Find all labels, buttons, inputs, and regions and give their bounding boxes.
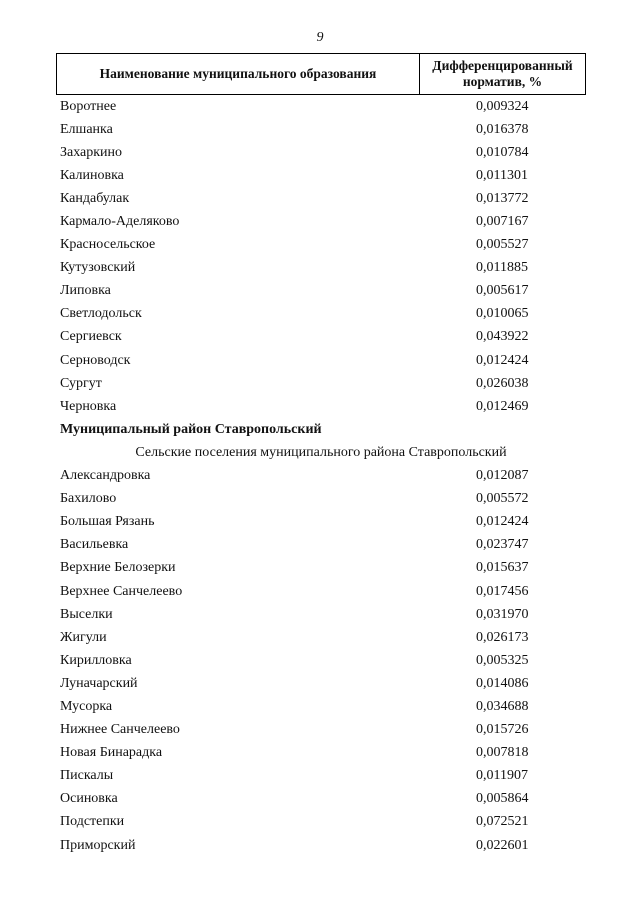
group2-rows: [56, 465, 586, 858]
normative-value: 0,012087: [476, 468, 529, 484]
municipality-name: Воротнее: [60, 98, 117, 114]
normative-value: 0,005864: [476, 791, 529, 807]
normative-value: 0,012469: [476, 398, 529, 414]
municipality-name: Александровка: [60, 468, 151, 484]
normative-value: 0,012424: [476, 352, 529, 368]
table-row: [56, 303, 586, 326]
normative-value: 0,023747: [476, 537, 529, 553]
municipality-name: Калиновка: [60, 167, 124, 183]
municipality-name: Осиновка: [60, 791, 118, 807]
subsection-heading: Сельские поселения муниципального района Ставропольский: [135, 444, 507, 460]
normatives-table: [56, 53, 586, 857]
municipality-name: Сургут: [60, 375, 102, 391]
table-row: [56, 557, 586, 580]
table-header: [56, 53, 586, 95]
municipality-name: Липовка: [60, 283, 111, 299]
table-row: [56, 580, 586, 603]
normative-value: 0,005572: [476, 491, 529, 507]
table-row: [56, 234, 586, 257]
normative-value: 0,014086: [476, 675, 529, 691]
table-row: [56, 534, 586, 557]
municipality-name: Черновка: [60, 398, 117, 414]
table-row: [56, 603, 586, 626]
normative-value: 0,011907: [476, 768, 528, 784]
normative-value: 0,007818: [476, 745, 529, 761]
municipality-name: Пискалы: [60, 768, 114, 784]
municipality-name: Выселки: [60, 606, 113, 622]
municipality-name: Подстепки: [60, 814, 125, 830]
normative-value: 0,034688: [476, 698, 529, 714]
normative-value: 0,009324: [476, 98, 529, 114]
municipality-name: Кутузовский: [60, 260, 136, 276]
municipality-name: Васильевка: [60, 537, 129, 553]
table-row: [56, 326, 586, 349]
table-row: [56, 280, 586, 303]
normative-value: 0,011885: [476, 260, 528, 276]
municipality-name: Новая Бинарадка: [60, 745, 163, 761]
table-row: [56, 488, 586, 511]
normative-value: 0,005527: [476, 237, 529, 253]
normative-value: 0,010065: [476, 306, 529, 322]
header-name-column: Наименование муниципального образования: [57, 54, 420, 94]
municipality-name: Приморский: [60, 837, 136, 853]
municipality-name: Захаркино: [60, 144, 123, 160]
normative-value: 0,026038: [476, 375, 529, 391]
table-row: [56, 210, 586, 233]
page-number: 9: [316, 30, 324, 45]
table-row: [56, 118, 586, 141]
normative-value: 0,015637: [476, 560, 529, 576]
normative-value: 0,022601: [476, 837, 529, 853]
municipality-name: Кирилловка: [60, 652, 132, 668]
normative-value: 0,043922: [476, 329, 529, 345]
table-row: [56, 95, 586, 118]
municipality-name: Луначарский: [60, 675, 138, 691]
normative-value: 0,013772: [476, 190, 529, 206]
municipality-name: Серноводск: [60, 352, 131, 368]
normative-value: 0,005617: [476, 283, 529, 299]
table-row: [56, 811, 586, 834]
normative-value: 0,015726: [476, 722, 529, 738]
normative-value: 0,072521: [476, 814, 529, 830]
normative-value: 0,017456: [476, 583, 529, 599]
table-row: [56, 695, 586, 718]
table-row: [56, 349, 586, 372]
header-rate-column: [420, 54, 585, 94]
municipality-name: Кандабулак: [60, 190, 130, 206]
municipality-name: Светлодольск: [60, 306, 142, 322]
municipality-name: Кармало-Аделяково: [60, 214, 180, 230]
section-heading: Муниципальный район Ставропольский: [60, 421, 322, 437]
header-rate-line1: Дифференцированный: [432, 58, 573, 73]
table-row: [56, 465, 586, 488]
table-row: [56, 742, 586, 765]
table-row: [56, 788, 586, 811]
table-row: [56, 672, 586, 695]
municipality-name: Большая Рязань: [60, 514, 155, 530]
normative-value: 0,007167: [476, 214, 529, 230]
table-row: [56, 257, 586, 280]
table-row: [56, 765, 586, 788]
municipality-name: Сергиевск: [60, 329, 122, 345]
table-row: [56, 372, 586, 395]
normative-value: 0,011301: [476, 167, 528, 183]
normative-value: 0,016378: [476, 121, 529, 137]
table-row: [56, 187, 586, 210]
normative-value: 0,010784: [476, 144, 529, 160]
table-row: [56, 626, 586, 649]
municipality-name: Верхние Белозерки: [60, 560, 176, 576]
table-row: [56, 834, 586, 857]
table-row: [56, 719, 586, 742]
table-row: [56, 141, 586, 164]
normative-value: 0,012424: [476, 514, 529, 530]
municipality-name: Бахилово: [60, 491, 117, 507]
municipality-name: Верхнее Санчелеево: [60, 583, 183, 599]
table-row: [56, 164, 586, 187]
municipality-name: Жигули: [60, 629, 107, 645]
municipality-name: Елшанка: [60, 121, 113, 137]
table-row: [56, 395, 586, 418]
municipality-name: Красносельское: [60, 237, 156, 253]
normative-value: 0,026173: [476, 629, 529, 645]
table-row: [56, 649, 586, 672]
header-rate-line2: норматив, %: [462, 74, 543, 89]
table-row: [56, 511, 586, 534]
municipality-name: Нижнее Санчелеево: [60, 722, 180, 738]
normative-value: 0,005325: [476, 652, 529, 668]
normative-value: 0,031970: [476, 606, 529, 622]
municipality-name: Мусорка: [60, 698, 113, 714]
group1-rows: [56, 95, 586, 418]
